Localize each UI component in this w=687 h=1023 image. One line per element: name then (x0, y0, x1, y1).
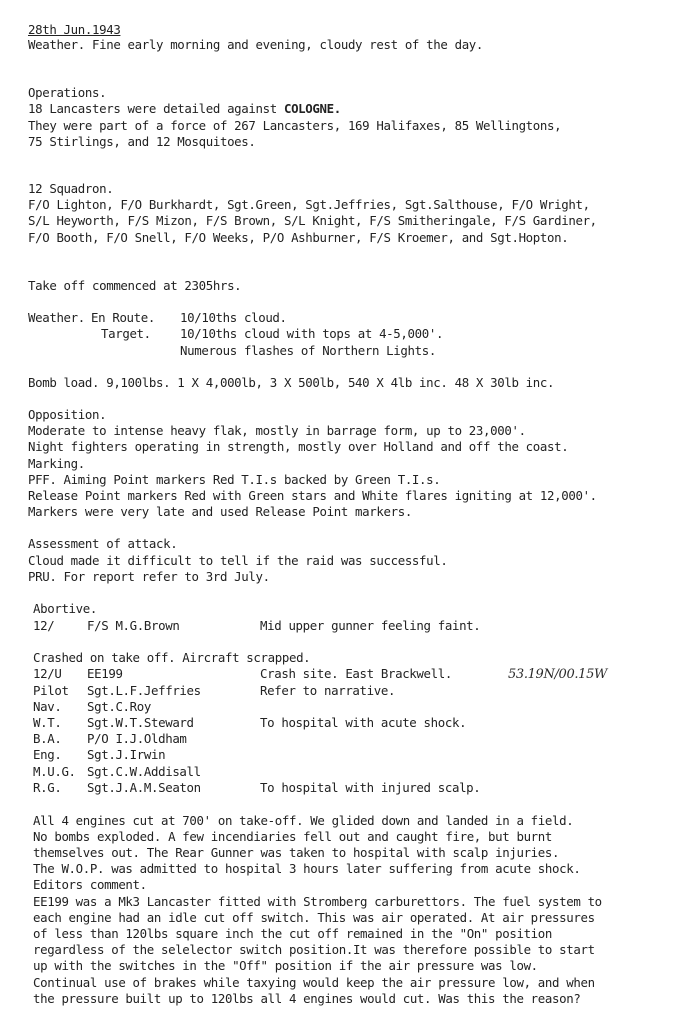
crash-role: Nav. (33, 699, 62, 714)
operations-detail: 18 Lancasters were detailed against COLOGNE. (28, 101, 341, 116)
crash-role: W.T. (33, 715, 62, 730)
target-value-2: Numerous flashes of Northern Lights. (180, 343, 436, 358)
crash-role: R.G. (33, 780, 62, 795)
crash-name: P/O I.J.Oldham (87, 731, 187, 746)
weather-detail-label: Weather. (28, 310, 85, 325)
editors-comment-heading: Editors comment. (33, 877, 147, 892)
narrative-line-7: each engine had an idle cut off switch. This was air operated. At air pressures (33, 910, 595, 925)
crash-name: Sgt.W.T.Steward (87, 715, 194, 730)
crash-name: Sgt.C.W.Addisall (87, 764, 201, 779)
crash-name: EE199 (87, 666, 123, 681)
narrative-line-3: themselves out. The Rear Gunner was taken to hospital with scalp injuries. (33, 845, 560, 860)
takeoff-time: Take off commenced at 2305hrs. (28, 278, 242, 293)
enroute-label: En Route. (91, 310, 155, 325)
target-value-1: 10/10ths cloud with tops at 4-5,000'. (180, 326, 444, 341)
abortive-reason: Mid upper gunner feeling faint. (260, 618, 481, 633)
crash-name: Sgt.J.Irwin (87, 747, 166, 762)
marking-line-3: Markers were very late and used Release Point markers. (28, 504, 412, 519)
crash-note: To hospital with injured scalp. (260, 780, 481, 795)
enroute-value: 10/10ths cloud. (180, 310, 287, 325)
crew-line-1: F/O Lighton, F/O Burkhardt, Sgt.Green, Sgt.Jeffries, Sgt.Salthouse, F/O Wright, (28, 197, 590, 212)
bomb-load: Bomb load. 9,100lbs. 1 X 4,000lb, 3 X 500lb, 540 X 4lb inc. 48 X 30lb inc. (28, 375, 555, 390)
crash-role: Pilot (33, 683, 69, 698)
narrative-line-10: up with the switches in the "Off" position if the air pressure was low. (33, 958, 538, 973)
marking-line-2: Release Point markers Red with Green stars and White flares igniting at 12,000'. (28, 488, 597, 503)
narrative-line-12: the pressure built up to 120lbs all 4 engines would cut. Was this the reason? (33, 991, 581, 1006)
assessment-line-2: PRU. For report refer to 3rd July. (28, 569, 270, 584)
weather-summary: Weather. Fine early morning and evening, cloudy rest of the day. (28, 37, 484, 52)
force-line-2: 75 Stirlings, and 12 Mosquitoes. (28, 134, 256, 149)
narrative-line-4: The W.O.P. was admitted to hospital 3 hours later suffering from acute shock. (33, 861, 581, 876)
narrative-line-11: Continual use of brakes while taxying would keep the air pressure low, and when (33, 975, 595, 990)
crash-name: Sgt.L.F.Jeffries (87, 683, 201, 698)
abortive-heading: Abortive. (33, 601, 97, 616)
crash-name: Sgt.C.Roy (87, 699, 151, 714)
crew-line-3: F/O Booth, F/O Snell, F/O Weeks, P/O Ashburner, F/S Kroemer, and Sgt.Hopton. (28, 230, 569, 245)
crash-role: Eng. (33, 747, 62, 762)
narrative-line-8: of less than 120lbs square inch the cut off remained in the "On" position (33, 926, 553, 941)
crash-role: M.U.G. (33, 764, 76, 779)
marking-heading: Marking. (28, 456, 85, 471)
narrative-line-9: regardless of the selelector switch position.It was therefore possible to start (33, 942, 595, 957)
target-city: COLOGNE. (283, 101, 341, 116)
squadron-heading: 12 Squadron. (28, 181, 114, 196)
entry-date: 28th Jun.1943 (28, 22, 121, 37)
operations-heading: Operations. (28, 85, 107, 100)
crash-note: Crash site. East Brackwell. (260, 666, 452, 681)
handwritten-coordinates: 53.19N/00.15W (508, 667, 607, 682)
crashed-heading: Crashed on take off. Aircraft scrapped. (33, 650, 311, 665)
force-line-1: They were part of a force of 267 Lancasters, 169 Halifaxes, 85 Wellingtons, (28, 118, 562, 133)
abortive-unit: 12/ (33, 618, 55, 633)
narrative-line-6: EE199 was a Mk3 Lancaster fitted with Stromberg carburettors. The fuel system to (33, 894, 602, 909)
crash-name: Sgt.J.A.M.Seaton (87, 780, 201, 795)
abortive-crew: F/S M.G.Brown (87, 618, 180, 633)
crash-note: Refer to narrative. (260, 683, 396, 698)
opposition-line-1: Moderate to intense heavy flak, mostly in barrage form, up to 23,000'. (28, 423, 526, 438)
opposition-heading: Opposition. (28, 407, 107, 422)
assessment-heading: Assessment of attack. (28, 536, 178, 551)
marking-line-1: PFF. Aiming Point markers Red T.I.s backed by Green T.I.s. (28, 472, 441, 487)
narrative-line-1: All 4 engines cut at 700' on take-off. We glided down and landed in a field. (33, 813, 574, 828)
assessment-line-1: Cloud made it difficult to tell if the raid was successful. (28, 553, 448, 568)
crash-role: B.A. (33, 731, 62, 746)
crash-role: 12/U (33, 666, 62, 681)
crash-note: To hospital with acute shock. (260, 715, 467, 730)
crew-line-2: S/L Heyworth, F/S Mizon, F/S Brown, S/L Knight, F/S Smitheringale, F/S Gardiner, (28, 213, 597, 228)
target-label: Target. (101, 326, 151, 341)
opposition-line-2: Night fighters operating in strength, mostly over Holland and off the coast. (28, 439, 569, 454)
narrative-line-2: No bombs exploded. A few incendiaries fell out and caught fire, but burnt (33, 829, 553, 844)
